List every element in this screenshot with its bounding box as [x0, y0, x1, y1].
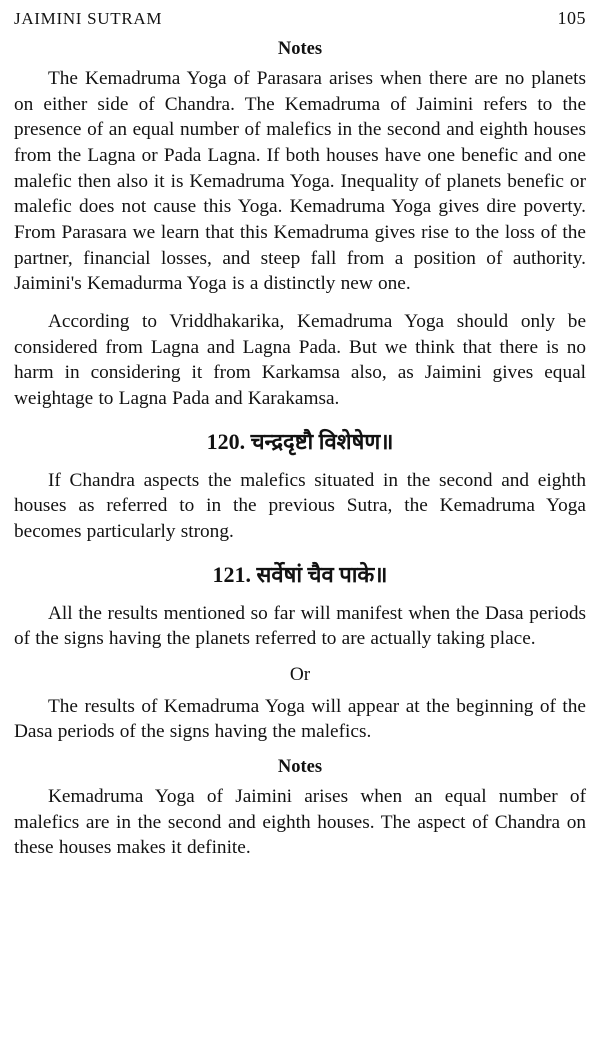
running-head: JAIMINI SUTRAM [14, 9, 163, 28]
sutra-121-heading [14, 559, 586, 589]
page-number: 105 [557, 8, 586, 28]
notes-heading: Notes [277, 39, 323, 59]
sutra-120-translation: If Chandra aspects the malefics situated in the second and eighth houses as referred to in the previous Sutra, the Kemadruma Yoga becomes particularly strong. [14, 469, 586, 542]
sutra-121-devanagari: सर्वेषां चैव पाके॥ [256, 561, 388, 587]
final-notes-text: Kemadruma Yoga of Jaimini arises when an equal number of malefics are in the second and eighth houses. The aspect of Chandra on these houses makes it definite. [14, 786, 586, 859]
sutra-121-number: 121. [212, 561, 251, 587]
page-header [14, 8, 586, 29]
paragraph-notes-1: The Kemadruma Yoga of Parasara arises when there are no planets on either side of Chandra. The Kemadruma of Jaimini refers to the presence of an equal number of malefics in the second and eighth houses from the Lagna or Pada Lagna. If both houses have one benefic and one malefic then also it is Kemadruma Yoga. Inequality of planets benefic or malefic does not cause this Yoga. Kemadruma Yoga gives dire poverty. From Parasara we learn that this Kemadruma gives rise to the loss of the partner, financial losses, and steep fall from a position of authority. Jaimini's Kemadurma Yoga is a distinctly new one. [14, 68, 586, 295]
sutra-121-translation: All the results mentioned so far will manifest when the Dasa periods of the signs having the planets referred to are actually taking place. [14, 602, 586, 650]
paragraph-notes-2: According to Vriddhakarika, Kemadruma Yoga should only be considered from Lagna and Lagna Pada. But we think that there is no harm in considering it from Karkamsa also, as Jaimini gives equal weightage to Lagna Pada and Karakamsa. [14, 310, 586, 409]
sutra-121-alternative: The results of Kemadruma Yoga will appear at the beginning of the Dasa periods of the signs having the malefics. [14, 695, 586, 743]
sutra-120-heading [14, 426, 586, 456]
sutra-120-devanagari: चन्द्रदृष्टौ विशेषेण॥ [250, 428, 394, 454]
alternative-label: Or [289, 663, 311, 685]
final-notes-heading: Notes [277, 757, 323, 778]
sutra-120-number: 120. [206, 428, 246, 454]
